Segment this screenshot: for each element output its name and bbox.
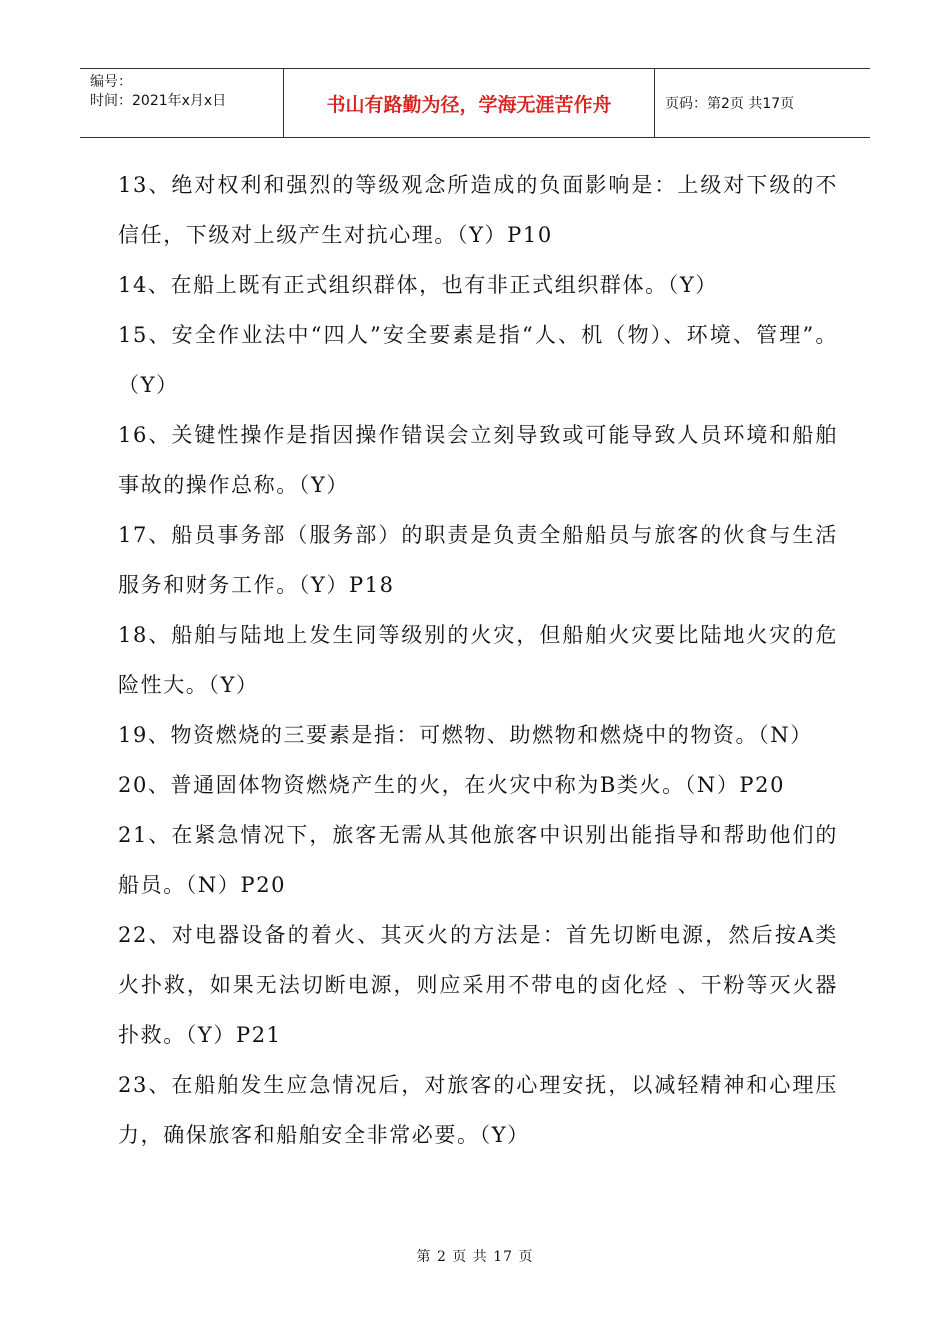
page-header xyxy=(80,68,870,138)
question-item: 21、在紧急情况下，旅客无需从其他旅客中识别出能指导和帮助他们的船员。（N）P20 xyxy=(118,823,838,897)
header-page-cell xyxy=(655,69,870,137)
question-item: 18、船舶与陆地上发生同等级别的火灾，但船舶火灾要比陆地火灾的危险性大。（Y） xyxy=(118,623,838,697)
number-label: 编号： xyxy=(90,74,132,90)
question-item: 13、绝对权利和强烈的等级观念所造成的负面影响是：上级对下级的不信任，下级对上级产生对抗心理。（Y）P10 xyxy=(118,173,838,247)
motto-text: 书山有路勤为径，学海无涯苦作舟 xyxy=(326,93,612,116)
question-item: 22、对电器设备的着火、其灭火的方法是：首先切断电源，然后按A类火扑救，如果无法切断电源，则应采用不带电的卤化烃 、干粉等灭火器扑救。（Y）P21 xyxy=(118,923,838,1047)
question-item: 14、在船上既有正式组织群体，也有非正式组织群体。（Y） xyxy=(118,273,718,297)
page-label: 页码：第2页 共17页 xyxy=(665,96,795,112)
header-motto-cell xyxy=(283,69,655,137)
question-item: 15、安全作业法中“四人”安全要素是指“人、机（物）、环境、管理”。（Y） xyxy=(118,323,838,397)
question-item: 23、在船舶发生应急情况后，对旅客的心理安抚，以减轻精神和心理压力，确保旅客和船舶安全非常必要。（Y） xyxy=(118,1073,838,1147)
page-footer xyxy=(0,1246,950,1266)
footer-page-number: 第 2 页 共 17 页 xyxy=(416,1249,534,1265)
question-item: 17、船员事务部（服务部）的职责是负责全船船员与旅客的伙食与生活服务和财务工作。（Y）P18 xyxy=(118,523,838,597)
header-meta xyxy=(80,69,283,137)
question-item: 16、关键性操作是指因操作错误会立刻导致或可能导致人员环境和船舶事故的操作总称。（Y） xyxy=(118,423,838,497)
question-list xyxy=(118,160,838,1160)
question-item: 20、普通固体物资燃烧产生的火，在火灾中称为B类火。（N）P20 xyxy=(118,773,786,797)
question-item: 19、物资燃烧的三要素是指：可燃物、助燃物和燃烧中的物资。（N） xyxy=(118,723,813,747)
time-label: 时间：2021年x月x日 xyxy=(90,93,227,109)
